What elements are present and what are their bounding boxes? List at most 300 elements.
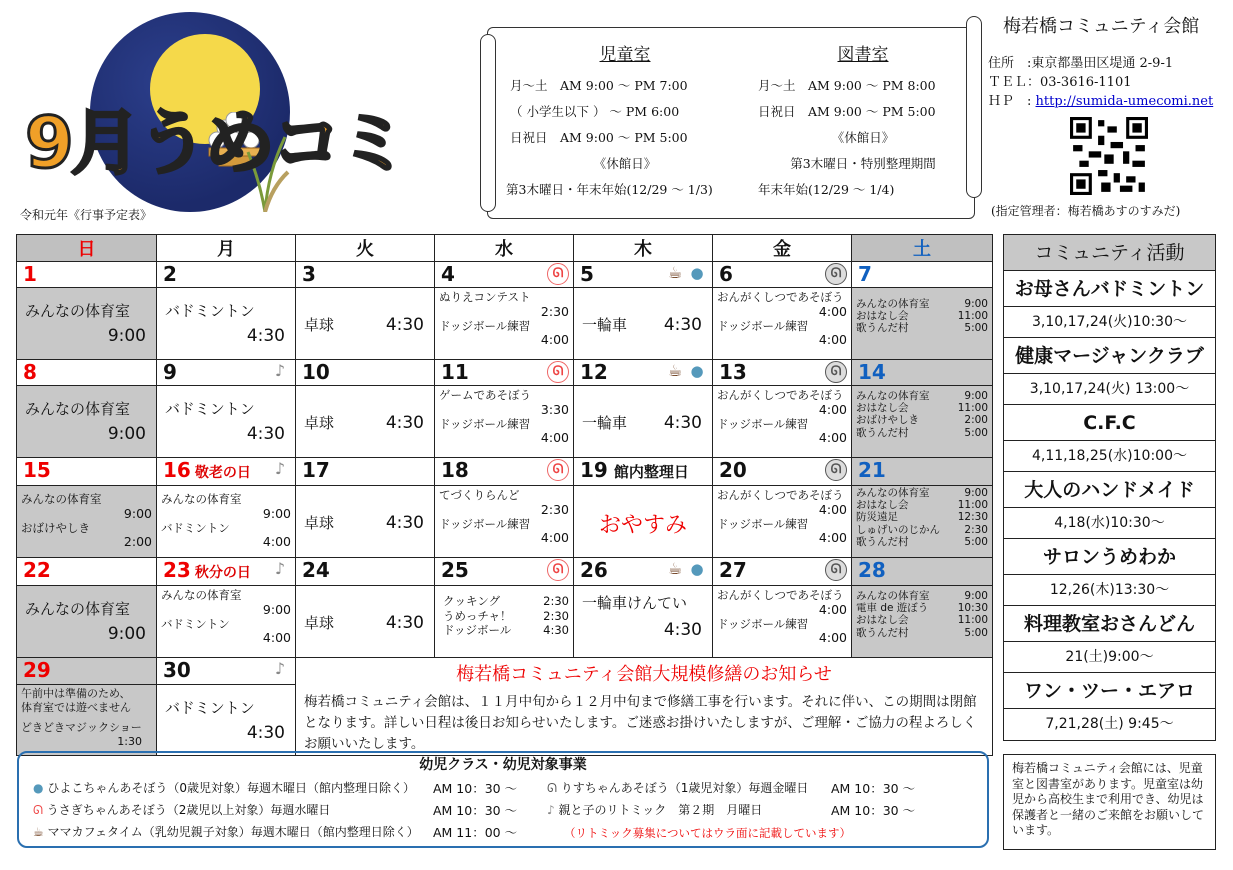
program-label: ひよこちゃんあそぼう（0歳児対象）毎週木曜日（館内整理日除く） xyxy=(47,781,415,795)
event-cell xyxy=(17,386,157,458)
maracas-icon: ♪ xyxy=(547,803,555,817)
event-name: ドッジボール xyxy=(443,623,512,637)
date-number: 4 xyxy=(441,262,455,286)
event-line xyxy=(717,417,847,432)
event-line xyxy=(717,290,847,305)
community-activities xyxy=(1003,234,1216,741)
activity-name: C.F.C xyxy=(1004,405,1215,441)
library-hours-row: 日祝日 AM 9:00 ～ PM 5:00 xyxy=(758,104,936,119)
event-time: 5:00 xyxy=(964,535,988,548)
date-number: 18 xyxy=(441,458,469,482)
event-name: 歌うんだ村 xyxy=(856,535,909,548)
event-cell xyxy=(17,684,157,755)
date-number: 10 xyxy=(302,360,330,384)
weekday-mon: 月 xyxy=(157,235,296,262)
event-line xyxy=(856,602,988,614)
kids-room-hours xyxy=(506,40,740,203)
date-number: 23 xyxy=(163,558,191,582)
kids-hours-row: 《休館日》 xyxy=(593,156,657,171)
event-name: バドミントン xyxy=(165,400,255,418)
event-line xyxy=(439,609,569,624)
event-name: ドッジボール練習 xyxy=(717,416,809,431)
date-cell xyxy=(17,558,157,586)
event-time: 4:30 xyxy=(246,722,285,743)
date-number: 9 xyxy=(163,360,177,384)
kids-hours-row: 日祝日 AM 9:00 ～ PM 5:00 xyxy=(510,130,688,145)
event-name: みんなの体育室 xyxy=(856,590,930,602)
date-number: 20 xyxy=(719,458,747,482)
event-time: 11:00 xyxy=(957,310,988,323)
date-number: 5 xyxy=(580,262,594,286)
date-cell xyxy=(17,262,157,288)
event-name: うめっチャ！ xyxy=(443,608,512,623)
event-name: 歌うんだ村 xyxy=(856,322,909,335)
event-name: ドッジボール練習 xyxy=(439,516,531,531)
event-name: みんなの体育室 xyxy=(856,487,930,499)
event-time: 5:00 xyxy=(964,426,988,439)
event-name: ドッジボール練習 xyxy=(717,616,809,631)
event-time: 9:00 xyxy=(964,590,988,602)
date-number: 16 xyxy=(163,458,191,482)
event-name: みんなの体育室 xyxy=(25,600,131,618)
event-line xyxy=(856,536,988,548)
event-cell xyxy=(17,586,157,658)
event-time: 4:00 xyxy=(818,303,847,319)
squirrel-icon: ᘏ xyxy=(825,459,847,481)
event-line xyxy=(21,492,152,507)
event-line xyxy=(856,390,988,402)
event-time: 4:30 xyxy=(385,314,424,335)
infant-program-item xyxy=(547,779,916,796)
event-name: 卓球 xyxy=(304,614,335,632)
weekday-tue: 火 xyxy=(296,235,435,262)
event-time: 4:30 xyxy=(385,412,424,433)
event-line xyxy=(161,588,291,603)
event-time: 5:00 xyxy=(964,322,988,335)
activity-schedule: 21(土)9:00～ xyxy=(1004,642,1215,673)
event-time: 2:00 xyxy=(964,414,988,427)
event-cell xyxy=(574,288,713,360)
event-name: みんなの体育室 xyxy=(856,298,930,310)
event-line xyxy=(304,412,424,433)
infant-programs-box xyxy=(17,751,989,848)
event-time: 11:00 xyxy=(957,499,988,512)
rhythmic-note: （リトミック募集についてはウラ面に記載しています） xyxy=(564,826,852,840)
squirrel-icon: ᘏ xyxy=(547,781,557,795)
manager-note: (指定管理者：梅若橋あすのすみだ) xyxy=(991,204,1181,218)
event-line xyxy=(439,594,569,609)
event-name: みんなの体育室 xyxy=(161,492,242,506)
event-name: みんなの体育室 xyxy=(856,390,930,402)
facility-contact xyxy=(988,54,1213,111)
event-name: クッキング xyxy=(443,594,501,608)
event-time: 4:00 xyxy=(818,501,847,517)
coffee-cup-icon: ☕ xyxy=(33,825,44,839)
event-time: 4:30 xyxy=(246,326,285,346)
event-cell xyxy=(157,386,296,458)
date-cell xyxy=(435,558,574,586)
facility-name: 梅若橋コミュニティ会館 xyxy=(1003,16,1200,37)
event-time: 4:00 xyxy=(262,534,291,549)
kids-hours-row: 月～土 AM 9:00 ～ PM 7:00 xyxy=(510,78,688,93)
date-number: 27 xyxy=(719,558,747,582)
event-cell xyxy=(713,288,852,360)
event-name: おはなし会 xyxy=(856,310,909,323)
event-line xyxy=(856,590,988,602)
date-cell xyxy=(852,558,993,586)
event-time: 2:30 xyxy=(543,608,569,623)
coffee-cup-icon: ☕ xyxy=(667,361,683,380)
event-name: おんがくしつであそぼう xyxy=(717,588,844,602)
program-time: AM 11：00 ～ xyxy=(433,825,518,840)
event-line xyxy=(717,319,847,334)
event-name: おはなし会 xyxy=(856,402,909,415)
maracas-icon: ♪ xyxy=(274,459,286,478)
event-line xyxy=(856,487,988,499)
event-name: おばけやしき xyxy=(856,414,919,427)
date-cell xyxy=(157,458,296,486)
event-line xyxy=(856,627,988,639)
event-cell xyxy=(852,586,993,658)
event-cell xyxy=(574,486,713,558)
chick-icon: ● xyxy=(33,781,44,795)
infant-program-item xyxy=(547,801,916,818)
rabbit-icon: ᘏ xyxy=(547,361,569,383)
chick-icon: ● xyxy=(690,560,704,578)
event-calendar xyxy=(16,234,993,756)
event-name: おはなし会 xyxy=(856,614,909,627)
kids-hours-row: 第3木曜日・年末年始(12/29 ～ 1/3) xyxy=(506,182,713,197)
date-number: 11 xyxy=(441,360,469,384)
library-hours-row: 《休館日》 xyxy=(831,130,895,145)
event-time: 4:30 xyxy=(246,424,285,444)
event-cell xyxy=(852,486,993,558)
date-cell xyxy=(852,458,993,486)
date-row xyxy=(17,458,993,486)
event-line xyxy=(856,414,988,426)
qr-code-icon[interactable] xyxy=(1070,117,1148,195)
event-line xyxy=(856,524,988,536)
date-cell xyxy=(435,360,574,386)
event-time: 11:00 xyxy=(957,614,988,627)
event-time: 10:30 xyxy=(957,602,988,615)
event-line xyxy=(582,314,702,335)
kids-room-title: 児童室 xyxy=(599,45,651,65)
event-time: 4:00 xyxy=(818,401,847,417)
event-name: 卓球 xyxy=(304,316,335,334)
date-number: 22 xyxy=(23,558,51,582)
event-time: 4:30 xyxy=(385,512,424,533)
event-time: 2:30 xyxy=(964,523,988,536)
weekday-header-row xyxy=(17,235,993,262)
event-line xyxy=(856,427,988,439)
event-cell xyxy=(17,288,157,360)
library-title: 図書室 xyxy=(837,45,889,65)
date-cell xyxy=(574,360,713,386)
event-cell xyxy=(435,486,574,558)
event-cell xyxy=(713,386,852,458)
notice-body: 梅若橋コミュニティ会館は、１１月中旬から１２月中旬まで修繕工事を行います。それに伴い、この期間は閉館となります。詳しい日程は後日お知らせいたします。ご迷惑お掛けいたしますが、ご理解・ご協力の程よろしくお願いいたします。 xyxy=(304,694,977,752)
event-line xyxy=(856,322,988,334)
infant-program-item xyxy=(33,779,518,796)
squirrel-icon: ᘏ xyxy=(825,361,847,383)
coffee-cup-icon: ☕ xyxy=(667,559,683,578)
program-time: AM 10：30 ～ xyxy=(433,803,518,818)
event-name: みんなの体育室 xyxy=(21,492,102,506)
date-cell xyxy=(435,458,574,486)
event-time: 3:30 xyxy=(540,401,569,417)
program-time: AM 10：30 ～ xyxy=(433,781,518,796)
event-time: 9:00 xyxy=(964,298,988,310)
event-line xyxy=(439,623,569,638)
event-row xyxy=(17,386,993,458)
date-number: 26 xyxy=(580,558,608,582)
event-name: 歌うんだ村 xyxy=(856,626,909,639)
program-label: うさぎちゃんあそぼう（2歳児以上対象）毎週水曜日 xyxy=(46,803,331,817)
event-cell xyxy=(17,486,157,558)
event-line xyxy=(856,310,988,322)
event-note: 午前中は準備のため、 xyxy=(21,686,131,700)
hp-link[interactable]: http://sumida-umecomi.net xyxy=(1035,94,1214,109)
event-line xyxy=(439,388,569,403)
facility-address: 住所 :東京都墨田区堤通 2-9-1 xyxy=(988,56,1174,71)
facility-note: 梅若橋コミュニティ会館には、児童室と図書室があります。児童室は幼児から高校生まで利用でき、幼児は保護者と一緒のご来館をお願いしています。 xyxy=(1003,754,1216,850)
event-time: 9:00 xyxy=(107,326,146,346)
date-cell xyxy=(713,558,852,586)
event-cell xyxy=(713,486,852,558)
event-name: 卓球 xyxy=(304,414,335,432)
event-line xyxy=(856,614,988,626)
event-line xyxy=(439,488,569,503)
event-name: バドミントン xyxy=(161,520,230,535)
event-cell xyxy=(157,684,296,755)
event-cell xyxy=(435,288,574,360)
infant-program-item xyxy=(33,801,518,818)
community-title: コミュニティ活動 xyxy=(1004,235,1215,271)
weekday-wed: 水 xyxy=(435,235,574,262)
event-name: 歌うんだ村 xyxy=(856,426,909,439)
event-cell xyxy=(296,586,435,658)
event-line xyxy=(856,511,988,523)
event-cell xyxy=(574,586,713,658)
date-number: 3 xyxy=(302,262,316,286)
page-title: 9月うめコミ xyxy=(25,102,406,184)
event-time: 4:00 xyxy=(818,530,847,545)
event-name: ドッジボール練習 xyxy=(439,416,531,431)
date-row xyxy=(17,558,993,586)
date-cell xyxy=(713,360,852,386)
event-time: 4:00 xyxy=(540,430,569,445)
event-time: 4:30 xyxy=(663,314,702,335)
activity-name: 料理教室おさんどん xyxy=(1004,606,1215,642)
event-time: 4:30 xyxy=(663,620,702,640)
page-subtitle: 令和元年《行事予定表》 xyxy=(20,208,153,222)
event-name: ドッジボール練習 xyxy=(439,318,531,333)
chick-icon: ● xyxy=(690,264,704,282)
event-cell xyxy=(852,288,993,360)
activity-schedule: 12,26(木)13:30～ xyxy=(1004,575,1215,606)
event-cell xyxy=(157,486,296,558)
date-cell xyxy=(574,262,713,288)
event-name: みんなの体育室 xyxy=(161,588,242,602)
event-line xyxy=(856,298,988,310)
date-row xyxy=(17,658,993,685)
date-number: 7 xyxy=(858,262,872,286)
event-line xyxy=(717,517,847,532)
event-time: 4:00 xyxy=(540,530,569,545)
activity-name: 大人のハンドメイド xyxy=(1004,472,1215,508)
date-cell xyxy=(296,360,435,386)
program-label: 親と子のリトミック 第２期 月曜日 xyxy=(558,803,763,817)
event-name: みんなの体育室 xyxy=(25,302,131,320)
event-name: おんがくしつであそぼう xyxy=(717,290,844,304)
date-number: 1 xyxy=(23,262,37,286)
event-note: 体育室では遊べません xyxy=(21,700,131,714)
event-cell xyxy=(157,586,296,658)
event-line xyxy=(161,492,291,507)
event-name: どきどきマジックショー xyxy=(21,720,142,734)
date-cell xyxy=(157,360,296,386)
event-name: みんなの体育室 xyxy=(25,400,131,418)
event-line xyxy=(304,612,424,633)
event-name: しゅげいのじかん xyxy=(856,523,940,536)
event-cell xyxy=(435,586,574,658)
event-line xyxy=(717,388,847,403)
program-label: りすちゃんあそぼう（1歳児対象）毎週金曜日 xyxy=(560,781,809,795)
event-name: おはなし会 xyxy=(856,499,909,512)
event-line xyxy=(582,412,702,433)
event-time: 2:30 xyxy=(543,594,569,608)
event-name: ドッジボール練習 xyxy=(717,318,809,333)
coffee-cup-icon: ☕ xyxy=(667,263,683,282)
event-time: 9:00 xyxy=(123,505,152,521)
activity-name: ワン・ツー・エアロ xyxy=(1004,673,1215,709)
event-name: てづくりらんど xyxy=(439,488,520,502)
event-time: 2:30 xyxy=(540,303,569,319)
date-cell xyxy=(157,558,296,586)
date-number: 14 xyxy=(858,360,886,384)
event-line xyxy=(856,499,988,511)
library-hours-row: 第3木曜日・特別整理期間 xyxy=(790,156,936,171)
date-number: 21 xyxy=(858,458,886,482)
date-cell xyxy=(157,262,296,288)
program-label: ママカフェタイム（乳幼児親子対象）毎週木曜日（館内整理日除く） xyxy=(47,825,419,839)
hp-label: ＨＰ : xyxy=(988,94,1032,109)
library-hours-row: 年末年始(12/29 ～ 1/4) xyxy=(758,182,895,197)
event-time: 12:30 xyxy=(957,511,988,524)
event-time: 11:00 xyxy=(957,402,988,415)
activity-schedule: 4,11,18,25(水)10:00～ xyxy=(1004,441,1215,472)
event-cell xyxy=(713,586,852,658)
event-line xyxy=(439,290,569,305)
date-cell xyxy=(157,658,296,685)
date-cell xyxy=(852,360,993,386)
date-number: 25 xyxy=(441,558,469,582)
date-number: 29 xyxy=(23,658,51,682)
maracas-icon: ♪ xyxy=(274,361,286,380)
event-time: 9:00 xyxy=(964,390,988,402)
chick-icon: ● xyxy=(690,362,704,380)
event-name: バドミントン xyxy=(165,302,255,320)
event-line xyxy=(717,617,847,632)
library-hours xyxy=(758,40,968,203)
date-number: 30 xyxy=(163,658,191,682)
event-name: ドッジボール練習 xyxy=(717,516,809,531)
event-line xyxy=(717,488,847,503)
activity-schedule: 7,21,28(土) 9:45～ xyxy=(1045,716,1174,732)
infant-programs-title: 幼児クラス・幼児対象事業 xyxy=(419,757,587,773)
weekday-sat: 土 xyxy=(852,235,993,262)
event-row xyxy=(17,486,993,558)
event-line xyxy=(161,617,291,632)
date-cell xyxy=(713,262,852,288)
event-time: 5:00 xyxy=(964,626,988,639)
event-name: ゲームであそぼう xyxy=(439,388,531,402)
date-number: 28 xyxy=(858,558,886,582)
rabbit-icon: ᘏ xyxy=(547,559,569,581)
date-number: 12 xyxy=(580,360,608,384)
event-time: 4:00 xyxy=(818,430,847,445)
event-cell xyxy=(435,386,574,458)
holiday-label: 敬老の日 xyxy=(194,465,251,481)
event-time: 9:00 xyxy=(262,601,291,617)
date-row xyxy=(17,360,993,386)
event-time: 9:00 xyxy=(107,424,146,444)
event-time: 4:00 xyxy=(818,601,847,617)
activity-schedule: 3,10,17,24(火)10:30～ xyxy=(1004,307,1215,338)
event-time: 4:30 xyxy=(385,612,424,633)
event-line xyxy=(856,402,988,414)
squirrel-icon: ᘏ xyxy=(825,263,847,285)
holiday-label: 秋分の日 xyxy=(194,565,251,581)
event-time: 4:00 xyxy=(262,630,291,645)
date-cell xyxy=(296,262,435,288)
activity-name: サロンうめわか xyxy=(1004,539,1215,575)
event-name: 防災遠足 xyxy=(856,511,898,524)
infant-program-item xyxy=(33,823,518,840)
event-name: バドミントン xyxy=(161,616,230,631)
date-cell xyxy=(296,558,435,586)
date-cell xyxy=(574,558,713,586)
notice-title: 梅若橋コミュニティ会館大規模修繕のお知らせ xyxy=(456,664,832,685)
event-name: ぬりえコンテスト xyxy=(439,290,531,304)
date-cell xyxy=(17,658,157,685)
date-cell xyxy=(296,458,435,486)
rabbit-icon: ᘏ xyxy=(33,803,43,817)
event-row xyxy=(17,586,993,658)
maracas-icon: ♪ xyxy=(274,559,286,578)
activity-name: 健康マージャンクラブ xyxy=(1004,338,1215,374)
event-cell xyxy=(852,386,993,458)
event-time: 4:30 xyxy=(663,412,702,433)
event-line xyxy=(161,521,291,536)
program-time: AM 10：30 ～ xyxy=(831,781,916,796)
event-name: おばけやしき xyxy=(21,520,90,535)
event-line xyxy=(21,521,152,536)
event-time: 2:00 xyxy=(123,534,152,549)
event-name: 電車 de 遊ぼう xyxy=(856,602,929,615)
event-cell xyxy=(296,288,435,360)
activity-schedule: 3,10,17,24(火) 13:00～ xyxy=(1004,374,1215,405)
event-cell xyxy=(157,288,296,360)
closed-label: おやすみ xyxy=(598,513,687,538)
date-number: 24 xyxy=(302,558,330,582)
activity-schedule: 4,18(水)10:30～ xyxy=(1004,508,1215,539)
weekday-thu: 木 xyxy=(574,235,713,262)
date-number: 2 xyxy=(163,262,177,286)
date-number: 15 xyxy=(23,458,51,482)
event-name: 一輪車 xyxy=(582,316,628,334)
